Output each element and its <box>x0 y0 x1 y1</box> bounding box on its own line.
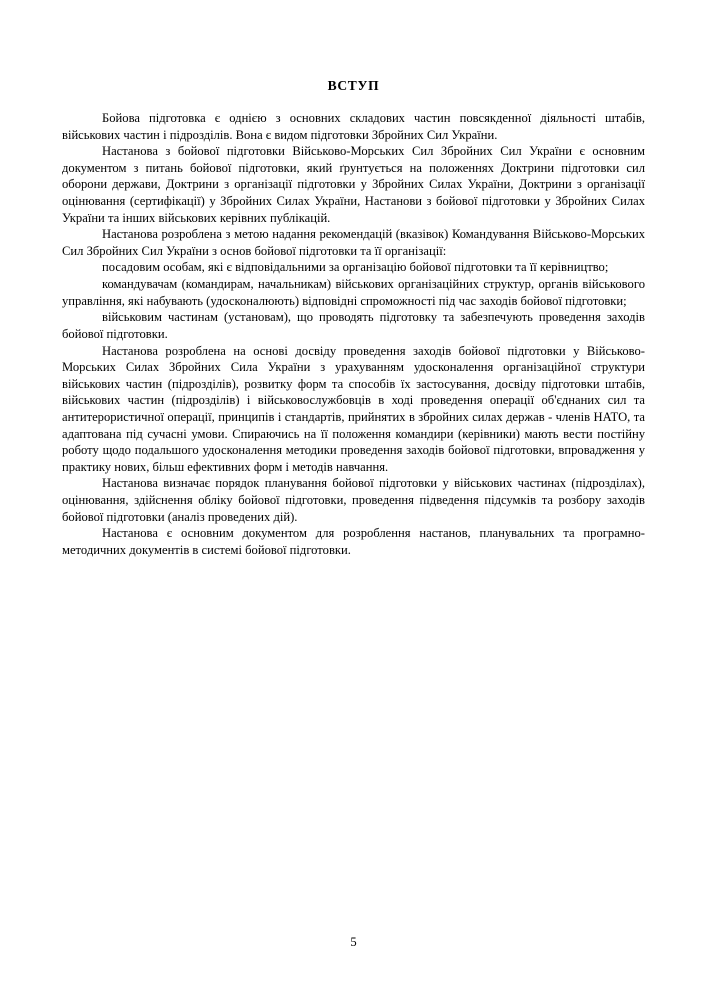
page-title: ВСТУП <box>327 78 380 93</box>
paragraph: Настанова є основним документом для розроблення настанов, планувальних та програмно-методичних документів в системі бойової підготовки. <box>62 526 645 557</box>
paragraph: посадовим особам, які є відповідальними за організацію бойової підготовки та її керівництво; <box>102 260 609 275</box>
paragraph: військовим частинам (установам), що проводять підготовку та забезпечують проведення заходів бойової підготовки. <box>62 310 645 341</box>
paragraph: Бойова підготовка є однією з основних складових частин повсякденної діяльності штабів, військових частин і підрозділів. Вона є видом підготовки Збройних Сил України. <box>62 111 645 142</box>
document-body <box>62 110 645 558</box>
paragraph: Настанова з бойової підготовки Військово-Морських Сил Збройних Сил України є основним документом з питань бойової підготовки, який ґрунтується на положеннях Доктрини підготовки сил оборони держави, Доктрини з організації підготовки у Збройних Силах України, Доктрини з організації оцінювання (сертифікації) у Збройних Силах України, Настанови з бойової підготовки у Збройних Силах України та інших військових керівних публікацій. <box>62 144 645 225</box>
paragraph: командувачам (командирам, начальникам) військових організаційних структур, органів військового управління, які набувають (удосконалюють) відповідні спроможності під час заходів бойової підготовки; <box>62 277 645 308</box>
paragraph: Настанова розроблена з метою надання рекомендацій (вказівок) Командування Військово-Морських Сил Збройних Сил України з основ бойової підготовки та її організації: <box>62 227 645 258</box>
page-number: 5 <box>350 935 357 949</box>
paragraph: Настанова розроблена на основі досвіду проведення заходів бойової підготовки у Військово-Морських Силах Збройних Сила України з урахуванням удосконалення організаційної структури військових частин (підрозділів), розвитку форм та способів їх застосування, досвіду підготовки штабів, військових частин (підрозділів) і військовослужбовців в ході проведення операції об'єднаних сил та антитерористичної операції, принципів і стандартів, прийнятих в збройних силах держав - членів НАТО, та адаптована під сучасні умови. Спираючись на її положення командири (керівники) мають вести постійну роботу щодо подальшого удосконалення методики проведення заходів бойової підготовки, впровадження у практику нових, більш ефективних форм і методів навчання. <box>62 343 645 474</box>
paragraph: Настанова визначає порядок планування бойової підготовки у військових частинах (підрозділах), оцінювання, здійснення обліку бойової підготовки, проведення підведення підсумків та розбору заходів бойової підготовки (аналіз проведених дій). <box>62 476 645 524</box>
